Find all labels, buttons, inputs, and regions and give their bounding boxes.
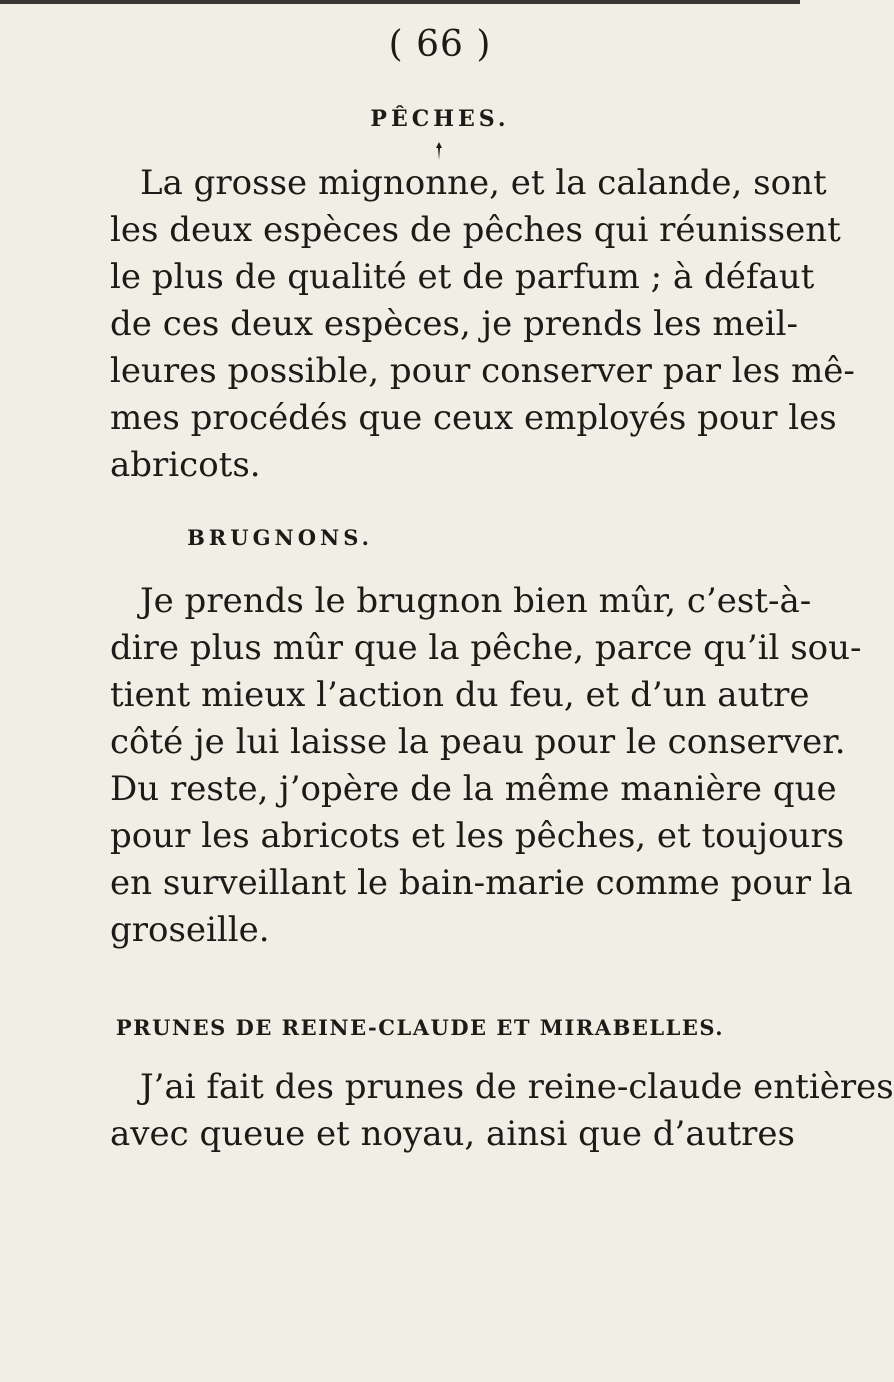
text-line: avec queue et noyau, ainsi que d’autres [110,1114,795,1154]
text-line: Je prends le brugnon bien mûr, c’est-à- [140,581,812,621]
text-line: La grosse mignonne, et la calande, sont [140,163,827,203]
paragraph-prunes [110,1064,894,1158]
section-heading-prunes: PRUNES DE REINE-CLAUDE ET MIRABELLES. [115,1015,725,1040]
section-heading-brugnons: BRUGNONS. [187,525,373,550]
text-line: Du reste, j’opère de la même manière que [110,769,837,809]
text-line: abricots. [110,445,261,485]
text-line: le plus de qualité et de parfum ; à défaut [110,257,815,297]
paragraph-brugnons [110,578,862,954]
ornament-icon [432,142,446,160]
text-line: de ces deux espèces, je prends les meil- [110,304,798,344]
text-line: pour les abricots et les pêches, et toujours [110,816,845,856]
text-line: groseille. [110,910,270,950]
text-line: leures possible, pour conserver par les mê- [110,351,855,391]
text-line: J’ai fait des prunes de reine-claude entières [140,1067,894,1107]
text-line: mes procédés que ceux employés pour les [110,398,837,438]
text-line: les deux espèces de pêches qui réunissent [110,210,841,250]
text-line: dire plus mûr que la pêche, parce qu’il sou- [110,628,862,668]
paragraph-peches [110,160,855,489]
page-number: ( 66 ) [388,24,492,65]
section-heading-peches: PÊCHES. [370,106,510,132]
text-line: en surveillant le bain-marie comme pour la [110,863,853,903]
text-line: côté je lui laisse la peau pour le conserver. [110,722,846,762]
page-top-edge [0,0,800,4]
text-line: tient mieux l’action du feu, et d’un autre [110,675,810,715]
